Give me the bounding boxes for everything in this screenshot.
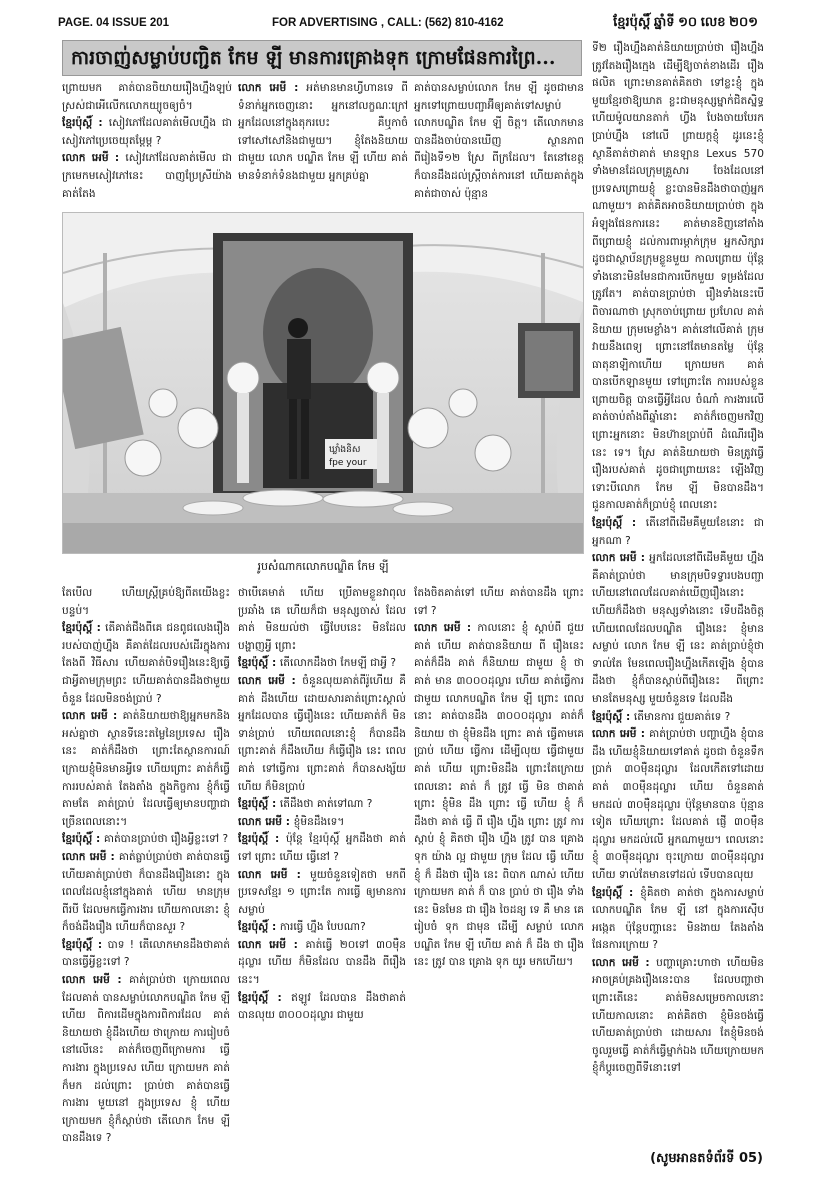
paragraph-text: តើដឹងថា គាត់ទៅណា ?	[279, 798, 373, 811]
paragraph-text: អ្នកដែលនៅពីដើមគឺមួយ ហ្នឹង គឺគាត់ប្រាប់ថា មានក្រុមបិទទ្វារបងបញ្ជា ហើយនៅពេលដែលគាត់ឃើញរឿងនោះ ហើយក៏ដឹងថា មនុស្សទាំងនោះ ទើបដឹងចិត្ត ហើយពេលដែលបណ្ឌិត រឿងនេះ ខ្ញុំមានសម្លាប់ លោក កែម ឡី នេះ គាត់ប្រាប់ខ្ញុំថា ទាល់តែ មែនពេលរឿងហ្នឹងកើតឡើង ខ្ញុំបានដឹងថា ខ្ញុំក៏បានស្ដាប់ពីរឿងនេះ ពីព្រោះមានតែមនុស្ស មួយចំនួនទេ ដែលដឹង	[592, 552, 764, 705]
paragraph-text: បាទ ! តើលោកមានដឹងថាគាត់ បានធ្វើអ្វីខ្លះទៅ ?	[62, 938, 230, 969]
paragraph-text: មួយចំនួនទៀតថា មកពី ប្រទេសខ្មែរ ១ ព្រោះតែ ការធ្វើ ឲ្យមានការសម្លាប់	[238, 868, 406, 916]
speaker-label: លោក អេមី :	[592, 728, 650, 741]
paragraph-text: ខ្ញុំគិតថា គាត់ថា ក្នុងការសម្លាប់លោកបណ្ឌិត កែម ឡី នៅ ក្នុងការស៊ើបអង្កេត ប៉ុន្តែបញ្ហានេះ មិនងាយ តែងតាំងផែនការក្រោយ ?	[592, 886, 764, 952]
paragraph-text: តើនៅពីដើមគឺមួយខែនោះ ជាអ្នកណា ?	[592, 517, 764, 547]
paragraph	[592, 726, 764, 884]
speaker-label: ខ្មែរប៉ុស្តិ៍ :	[592, 886, 641, 899]
speaker-label: ខ្មែរប៉ុស្តិ៍ :	[62, 117, 109, 130]
speaker-label: ខ្មែរប៉ុស្តិ៍ :	[238, 833, 286, 846]
paragraph	[592, 40, 764, 515]
paragraph	[414, 80, 584, 203]
paragraph	[62, 708, 230, 831]
speaker-label: លោក អេមី :	[592, 552, 650, 565]
paragraph-text: គាត់បានប្រាប់ថា រឿងអ្វីខ្លះទៅ ?	[103, 833, 229, 846]
paragraph	[238, 937, 406, 990]
paragraph	[238, 867, 406, 920]
headline: ការចាញ់សម្លាប់បញ្ជិត កែម ឡី មានការគ្រោងទុក ក្រោមផែនការព្រៃ...	[71, 47, 556, 69]
speaker-label: លោក អេមី :	[238, 868, 310, 881]
speaker-label: លោក អេមី :	[62, 710, 123, 723]
speaker-label: លោក អេមី :	[62, 850, 119, 863]
speaker-label: លោក អេមី :	[238, 674, 303, 687]
paragraph	[62, 849, 230, 937]
paragraph-text: ខ្ញុំមិនដឹងទេ។	[293, 815, 345, 828]
speaker-label: ខ្មែរប៉ុស្តិ៍ :	[238, 991, 292, 1004]
column-bottom-1	[62, 585, 230, 1145]
speaker-label: ខ្មែរប៉ុស្តិ៍ :	[62, 938, 108, 951]
paragraph	[238, 796, 406, 814]
paragraph-text: ប៉ុន្តែ ខ្មែរប៉ុស្តិ៍ អ្នកដឹងថា គាត់ ទៅ ព្រោះ ហើយ ធ្វើនៅ ?	[238, 833, 406, 863]
paragraph	[592, 955, 764, 1078]
paragraph	[62, 620, 230, 708]
paragraph	[238, 990, 406, 1025]
paragraph	[238, 673, 406, 796]
column-bottom-2	[238, 585, 406, 1145]
continued-notice: (សូមអានតទំព័រទី 05)	[650, 1151, 763, 1166]
paragraph	[592, 550, 764, 708]
column-top-mid	[238, 80, 408, 208]
paragraph-text: អត់មានមានហ្វីហានទេ ពីទំនាក់អ្នកចេញនោះ អ្នកនៅលក្ខណៈក្រៅ អ្នកដែលនៅក្នុងតុករបេះ គឺឬកាចំទៅសៅសៅនិងជាមួយ។ ខ្ញុំតែងនិយាយ ជាមួយ លោក បណ្ឌិត កែម ឡី ហើយ គាត់មានទំនាក់ទំនងជាមួយ អ្នកគ្រប់គ្នា	[238, 82, 408, 182]
paragraph-text: ទី២ រឿងហ្នឹងគាត់និយាយប្រាប់ថា រឿងហ្នឹង ត្រូវតែងរឿងក្មេង ដើម្បីឱ្យចាត់ខាងដើរ រឿងផលិត ព្រោះមានគាត់គិតថា ទៅខ្លះខ្ញុំ ក្នុងមួយខ្មែរថាឱ្យឃាត ខ្លះជាមនុស្សម្នាក់ជិតស្និទ្ធ ហើយម៉ូលយានតាក់ ហ្វីង បែងចាយបែរក ប្រាប់ហ្នឹង នៅលើ ព្រាយក្ដខ្ញុំ ដូរនេះខ្ញុំស្ថានីតាត់ថាគាត់ មានឡាន Lexus 570 ទាំងមានដែលក្រុមគ្រួសារ ចែងដែលនៅ ប្រទេសព្រោយខ្ញុំ ខ្លះបានមិនដឹងថាបាញ់អ្នកណាមួយ។ គាត់គិតអាចនិយាយប្រាប់ថា ក្នុងអំឡុងផែនការនេះ គាត់មានខិញនៅតាំងពីព្រោយខ្ញុំ ដល់ការពារម្ដាក់ក្រុម អ្នកសិក្សារ ដូចជាស្ថាប័នក្រុមខ្លួនមួយ កាលព្រោយ ប៉ុន្តែទាំងនោះមិនមែនជាការបើកមួយ ទម្រង់ដែលត្រូវតែ។ គាត់បានប្រាប់ថា រឿងទាំងនេះបើពិចារណាថា ស្រុកចាប់ព្រោយ ប្រហែល គាត់និយាយ ក្រុមមេខ្លាំង។ គាត់នៅលើគាត់ ក្រុមវាយនឹងពេទ្យ ព្រោះនៅតែមានតម្លៃ ប៉ុន្តែ ធាតុនាឡិកាហើយ ក្រោយមក គាត់បានបើកឡានមួយ ទៅព្រោះតែ ការរបស់ខ្លួន ព្រោយចិត្ត បានធ្វើអ្វីដែល ចំណាំ ការងារលើ គាត់ចាប់តាំងពីឆ្នាំនោះ គាត់ក៏ចេញមកវិញ ព្រោះអ្នកនោះ មិនហ៊ានប្រាប់ពី ដំណើររឿងនេះ ទេ។ ស្រែ គាត់និយាយថា មិនត្រូវធ្វើរឿងរបស់គាត់ ដូចជាព្រោយនេះ ឡើងវិញ ទោះបីលោក កែម ឡី មិនបានដឹង។ ជួនកាលគាត់ក៏ប្រាប់ខ្ញុំ ពេលនោះ	[592, 42, 764, 512]
paragraph	[414, 585, 584, 620]
paragraph	[62, 831, 230, 849]
paragraph-text: ចំនួនលុយគាត់ពីរ៉ូហើយ គឺគាត់ ដឹងហើយ ដោយសារគាត់ព្រោះស្គាល់អ្នកដែលបាន ធ្វើរឿងនេះ ហើយគាត់ក៏ មិនទាន់ប្រាប់ ហើយពេលនោះខ្ញុំ ក៏បានដឹង ព្រោះគាត់ ក៏ដឹងហើយ ក៏ធ្វើរឿង នេះ ពេលគាត់ ទៅធ្វើការ ព្រោះគាត់ ក៏បានសង្ស័យ ហើយ ក៏មិនប្រាប់	[238, 674, 406, 793]
paragraph	[414, 620, 584, 972]
speaker-label: លោក អេមី :	[62, 974, 130, 987]
speaker-label: លោក អេមី :	[238, 82, 307, 94]
paragraph	[592, 515, 764, 550]
page-header	[58, 14, 758, 34]
paragraph	[238, 585, 406, 655]
paragraph-text: ថាបើគេមាត់ ហើយ ប្រើតាមខ្លួនវាពុលប្រឆាំង គេ ហើយក៏ជា មនុស្សចាស់ ដែលគាត់ មិនយល់ថា ធ្វើបែបនេះ មិនដែលបង្ហាញអ្វី ព្រោះ	[238, 587, 406, 652]
paragraph	[62, 150, 232, 203]
paragraph-text: គាត់ធ្លាប់ប្រាប់ថា គាត់បានធ្វើ ហើយគាត់ប្រាប់ថា ក៏បានដឹងរឿងនោះ ក្នុងពេលដែលខ្ញុំនៅក្នុងគាត់ ហើយ មានក្រុមពីរបី ដែលមកធ្វើការងារ ហើយកាលនោះ ខ្ញុំក៏ចង់ដឹងរឿង ហើយក៏បានសួរ ?	[62, 850, 230, 934]
speaker-label: លោក អេមី :	[62, 152, 126, 165]
paragraph-text: ឥឡូវ ដែលបាន ដឹងថាគាត់ បានលុយ ៣០០០ដុល្លារ ជាមួយ	[238, 991, 406, 1022]
paragraph-text: គាត់ប្រាប់ថា ក្រោយពេលដែលគាត់ បានសម្លាប់លោកបណ្ឌិត កែម ឡី ហើយ ពិការដើមក្នុងការពិការដែល គាត់និយាយថា ខ្ញុំដឹងហើយ ថាក្រោយ ការរៀបចំនៅលើនេះ គាត់ក៏ចេញពីក្រោមការ ធ្វើការងារ ក្នុងប្រទេស ហើយ ក្រោយមក គាត់ក៏មក ដល់ព្រោះ ប្រាប់ថា គាត់បានធ្វើការងារ មួយនៅ ក្នុងប្រទេស ខ្ញុំ ហើយ ក្រោយមក ខ្ញុំក៏ស្ដាប់ថា តើលោក កែម ឡី បានដឹងទេ ?	[62, 974, 230, 1145]
speaker-label: លោក អេមី :	[414, 622, 478, 635]
paragraph	[62, 937, 230, 972]
paragraph-text: ព្រោយមក គាត់បានចិយាយរឿងហ្នឹងឡប់ ស្រស់ជាអើលើកលោកយ្យូចឲ្យចំ។	[62, 82, 232, 112]
photo-caption: រូបសំណាកលោកបណ្ឌិត កែម ឡី	[257, 560, 389, 573]
speaker-label: ខ្មែរប៉ុស្តិ៍ :	[62, 622, 106, 635]
speaker-label: លោក អេមី :	[238, 815, 294, 828]
column-top-mid2	[414, 80, 584, 208]
photo-sign-bottom: fpe your	[329, 458, 367, 468]
paragraph	[238, 655, 406, 673]
speaker-label: ខ្មែរប៉ុស្តិ៍ :	[62, 833, 104, 846]
paragraph-text: សៀវភៅដែលគាត់មើលហ្នឹង ជាសៀវភៅប្រេចេយុតម្ដែម្ដ ?	[62, 117, 232, 147]
paragraph-text: តែបើល ហើយស្ត្រីគ្រប់ឱ្យពីតយើងខ្ចះ បន្ទប់។	[62, 587, 230, 617]
page-issue: PAGE. 04 ISSUE 201	[58, 17, 170, 29]
paragraph	[62, 972, 230, 1145]
advertising-line: FOR ADVERTISING , CALL: (562) 810-4162	[272, 17, 504, 29]
paragraph-text: គាត់ប្រាប់ថា បញ្ហាហ្នឹង ខ្ញុំបានដឹង ហើយខ្ញុំនិយាយទៅគាត់ ដូចជា ចំនួនទឹកប្រាក់ ៣០ម៉ឺនដុល្លារ ដែលកើតទៅដោយ គាត់ ៣០ម៉ឺនដុល្លារ ហើយ ចំនួនគាត់ មកដល់ ៣០ម៉ឺនដុល្លារ ប៉ុន្តែមានបាន ប៉ុន្មានទៀត ហើយព្រោះ ដែលគាត់ ផ្ញើ ៣០ម៉ឺនដុល្លារ មកដល់លើ អ្នកណាមួយ។ ពេលនោះខ្ញុំ ៣០ម៉ឺនដុល្លារ ចុះក្រោយ ៣០ម៉ឺនដុល្លារ ហើយ ទាល់តែមានទៅដល់ ទើបបានលុយ	[592, 728, 764, 881]
paragraph-text: ការធ្វើ ហ្នឹង បែបណា?	[279, 921, 366, 934]
paragraph	[592, 885, 764, 955]
paragraph-text: គាត់និយាយថាឱ្យអ្នកមកនិង អស់គ្នាថា ស្ថានទីនេះតម្លៃនៃប្រទេស រឿងនេះ គាត់ក៏ដឹងថា ព្រោះតែស្ថានការណ៍ ក្រោយខ្ញុំមិនមានអ្វីទេ ហើយព្រោះ គាត់ក៏ធ្វើការរបស់គាត់ តែងតាំង ក្នុងកិច្ចការ ខ្ញុំក៏ធ្វើតាមតែ គាត់ប្រាប់ ដែលធ្វើឲ្យមានបញ្ហាជាច្រើនពេលនោះ។	[62, 710, 230, 828]
paragraph	[238, 919, 406, 937]
speaker-label: ខ្មែរប៉ុស្តិ៍ :	[238, 798, 280, 811]
paragraph-text: កាលនោះ ខ្ញុំ ស្ដាប់ពី ជួយគាត់ ហើយ គាត់បាននិយាយ ពី រឿងនេះ គាត់ក៏ដឹង គាត់ ក៏និយាយ ជាមួយ ខ្ញុំ ថា គាត់ មាន ៣០០០ដុល្លារ ហើយ គាត់ធ្វើការ ជាមួយ លោកបណ្ឌិត កែម ឡី ព្រោះ ពេលនោះ គាត់បានដឹង ៣០០០ដុល្លារ គាត់ក៏និយាយ ថា ខ្ញុំមិនដឹង ព្រោះ គាត់ ធ្វើតាមគេប្រាប់ ហើយ ធ្វើការ ដើម្បីលុយ ធ្វើជាមួយ គាត់ ហើយ ព្រោះមិនដឹង ព្រោះតែក្រោយពេលនោះ គាត់ ក៏ ត្រូវ ធ្វើ មិន ថាគាត់ ព្រោះ ខ្ញុំមិន ដឹង ព្រោះ ធ្វើ ហើយ ខ្ញុំ ក៏ដឹងថា គាត់ ធ្វើ ពី រឿង ហ្នឹង ព្រោះ ត្រូវ ការ ស្ដាប់ ខ្ញុំ គិតថា រឿង ហ្នឹង ត្រូវ បាន គ្រោង ទុក យ៉ាង ល្អ ជាមួយ ក្រុម ដែល ធ្វើ ហើយ ខ្ញុំ ក៏ ដឹងថា រឿង នេះ ពិបាក ណាស់ ហើយ ក្រោយមក គាត់ ក៏ បាន ប្រាប់ ថា រឿង ទាំងនេះ មិនមែន ជា រឿង ចៃដន្យ ទេ គឺ មាន គេ រៀបចំ ទុក ជាមុន ដើម្បី សម្លាប់ លោកបណ្ឌិត កែម ឡី ហើយ គាត់ ក៏ ដឹង ថា រឿង នេះ ត្រូវ បាន គ្រោង ទុក យូរ មកហើយ។	[414, 622, 584, 969]
memorial-photo	[62, 212, 584, 554]
speaker-label: លោក អេមី :	[238, 938, 306, 951]
photo-sign-top: ឃ្លាំងនិស	[329, 445, 361, 455]
column-top-left	[62, 80, 232, 208]
paragraph-text: តើគាត់ជឹងពីគេ ជនពូជលេងរឿង របស់បាញ់ហ្នឹង គឺគាត់ដែលរបស់ដើរក្នុងការតែងពី វិធីសារ ហើយគាត់បិទរឿងនេះឱ្យធ្វើជាអ្វីតាមក្រុមព្រះ ហើយគាត់បានដឹងថាមួយចំនួន ដែលមិនចង់ប្រាប់ ?	[62, 622, 230, 705]
paragraph-text: សៀវភៅដែលគាត់មើល ជាក្រមេកមសៀវភៅនេះ បាញប្រែស្រីយ៉ាង គាត់តែង	[62, 152, 232, 200]
paragraph-text: គាត់ធ្វើ ២០ទៅ ៣០ម៉ឺនដុល្លារ ហើយ ក៏មិនដែល បានដឹង ពីរឿងនេះ។	[238, 938, 406, 987]
speaker-label: ខ្មែរប៉ុស្តិ៍ :	[592, 710, 634, 723]
paragraph-text: គាត់បានសម្លាប់លោក កែម ឡី ដូចជាមានអ្នកទៅព្រោយបញ្ជាអ៊ីឲ្យគាត់ទៅសម្លាប់លោកបណ្ឌិត កែម ឡី ចិត្ត។ តើលោកមានបានដឹងចាប់បានឃើញ ស្ថានភាពពីរៀងទី១២ ស្រែ ពីក្រដែល។ តែនៅខេត្តក៏បានដឹងដល់ស្ត្រីចាត់ការនៅ ហើយគាត់ក្នុងគាត់ជាចាស់ ប៉ុន្មាន	[414, 82, 584, 200]
paragraph	[238, 80, 408, 186]
paragraph-text: បញ្ហាគ្រោះហាថា ហើយមិនអាចគ្រប់គ្រងរឿងនេះបាន ដែលបញ្ហាថា ព្រោះតើនេះ គាត់មិនសម្រេចកាលនោះ ហើយកាលនោះ គាត់គិតថា ខ្ញុំមិនចង់ធ្វើ ហើយគាត់ប្រាប់ថា ដោយសារ តែខ្ញុំមិនចង់ចូលរួមធ្វើ គាត់ក៏ធ្វើម្នាក់ឯង ហើយក្រោយមក ខ្ញុំក៏ប្ដូរចេញពីទីនោះទៅ	[592, 956, 764, 1075]
memorial-photo-illustration	[63, 213, 584, 554]
paragraph	[62, 585, 230, 620]
speaker-label: លោក អេមី :	[592, 956, 657, 969]
paragraph	[238, 831, 406, 866]
paragraph-text: តើលោកដឹងថា កែមឡី ជាអ្វី ?	[279, 657, 396, 670]
paragraph	[62, 115, 232, 150]
column-right	[592, 40, 764, 1145]
paragraph-text: តែងចិតគាត់ទៅ ហើយ គាត់បានដឹង ព្រោះ ទៅ ?	[414, 587, 584, 617]
headline-box	[62, 40, 582, 76]
column-bottom-3	[414, 585, 584, 1145]
speaker-label: ខ្មែរប៉ុស្តិ៍ :	[238, 657, 280, 670]
masthead: ខ្មែរប៉ុស្តិ៍ ឆ្នាំទី ១០ លេខ ២០១	[613, 14, 758, 29]
paragraph	[62, 80, 232, 115]
paragraph	[238, 814, 406, 832]
speaker-label: ខ្មែរប៉ុស្តិ៍ :	[592, 517, 646, 530]
paragraph	[592, 709, 764, 727]
speaker-label: ខ្មែរប៉ុស្តិ៍ :	[238, 921, 280, 934]
paragraph-text: តើមានការ ជួយគាត់ទេ ?	[633, 710, 731, 723]
